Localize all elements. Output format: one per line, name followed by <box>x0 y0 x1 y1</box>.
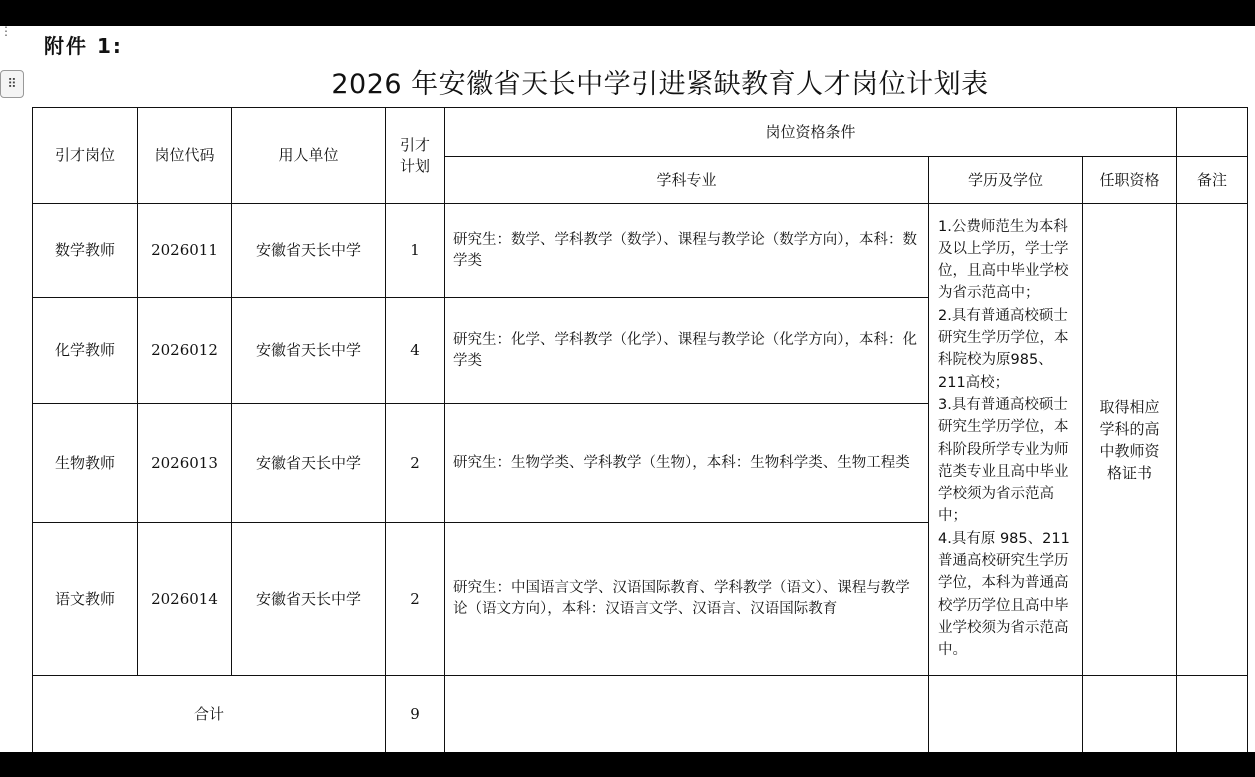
header-education: 学历及学位 <box>929 157 1083 204</box>
cell-code: 2026012 <box>138 298 232 404</box>
document-page <box>0 26 1255 752</box>
cell-total-major <box>445 676 929 753</box>
education-requirements-text: 1.公费师范生为本科及以上学历，学士学位，且高中毕业学校为省示范高中； 2.具有普通高校硕士研究生学历学位，本科院校为原985、211高校； 3.具有普通高校硕士研究生学历学位，本科阶段所学专业为师范类专业且高中毕业学校须为省示范高中； 4.具有原 985、211普通高校研究生学历学位，本科为普通高校学历学位且高中毕业学校须为省示范高中。 <box>938 218 1070 659</box>
recruitment-plan-table <box>32 107 1248 752</box>
page-title: 2026 年安徽省天长中学引进紧缺教育人才岗位计划表 <box>331 69 989 100</box>
attachment-label: 附件 1: <box>44 34 123 58</box>
cell-employer: 安徽省天长中学 <box>232 523 386 676</box>
cell-position: 语文教师 <box>33 523 138 676</box>
cell-employer: 安徽省天长中学 <box>232 404 386 523</box>
header-code: 岗位代码 <box>138 108 232 204</box>
bottom-black-bar <box>0 752 1255 777</box>
header-blank <box>1177 108 1248 157</box>
cell-total-certification <box>1083 676 1177 753</box>
cell-code: 2026014 <box>138 523 232 676</box>
total-row <box>33 676 1248 753</box>
cell-total-education <box>929 676 1083 753</box>
header-employer: 用人单位 <box>232 108 386 204</box>
cell-plan: 2 <box>386 404 445 523</box>
drag-dots-icon[interactable]: ⋮ <box>0 26 12 38</box>
cell-total-remarks <box>1177 676 1248 753</box>
cell-code: 2026013 <box>138 404 232 523</box>
grip-icon: ⠿ <box>7 76 17 92</box>
cell-major: 研究生：数学、学科教学（数学）、课程与教学论（数学方向），本科：数学类 <box>445 204 929 298</box>
cell-major: 研究生：中国语言文学、汉语国际教育、学科教学（语文）、课程与教学论（语文方向），本科：汉语言文学、汉语言、汉语国际教育 <box>445 523 929 676</box>
cell-major: 研究生：化学、学科教学（化学）、课程与教学论（化学方向），本科：化学类 <box>445 298 929 404</box>
cell-remarks <box>1177 204 1248 676</box>
cell-certification: 取得相应学科的高中教师资格证书 <box>1083 204 1177 676</box>
cell-employer: 安徽省天长中学 <box>232 204 386 298</box>
header-certification: 任职资格 <box>1083 157 1177 204</box>
cell-education-requirements <box>929 204 1083 676</box>
cell-plan: 1 <box>386 204 445 298</box>
cell-plan: 4 <box>386 298 445 404</box>
cell-code: 2026011 <box>138 204 232 298</box>
cell-employer: 安徽省天长中学 <box>232 298 386 404</box>
cell-position: 化学教师 <box>33 298 138 404</box>
cell-total-plan: 9 <box>386 676 445 753</box>
header-qualifications: 岗位资格条件 <box>445 108 1177 157</box>
cell-position: 数学教师 <box>33 204 138 298</box>
cell-total-label: 合计 <box>33 676 386 753</box>
header-remarks: 备注 <box>1177 157 1248 204</box>
cell-position: 生物教师 <box>33 404 138 523</box>
cell-major: 研究生：生物学类、学科教学（生物），本科：生物科学类、生物工程类 <box>445 404 929 523</box>
header-plan: 引才计划 <box>386 108 445 204</box>
table-row <box>33 204 1248 298</box>
header-position: 引才岗位 <box>33 108 138 204</box>
header-major: 学科专业 <box>445 157 929 204</box>
cell-plan: 2 <box>386 523 445 676</box>
